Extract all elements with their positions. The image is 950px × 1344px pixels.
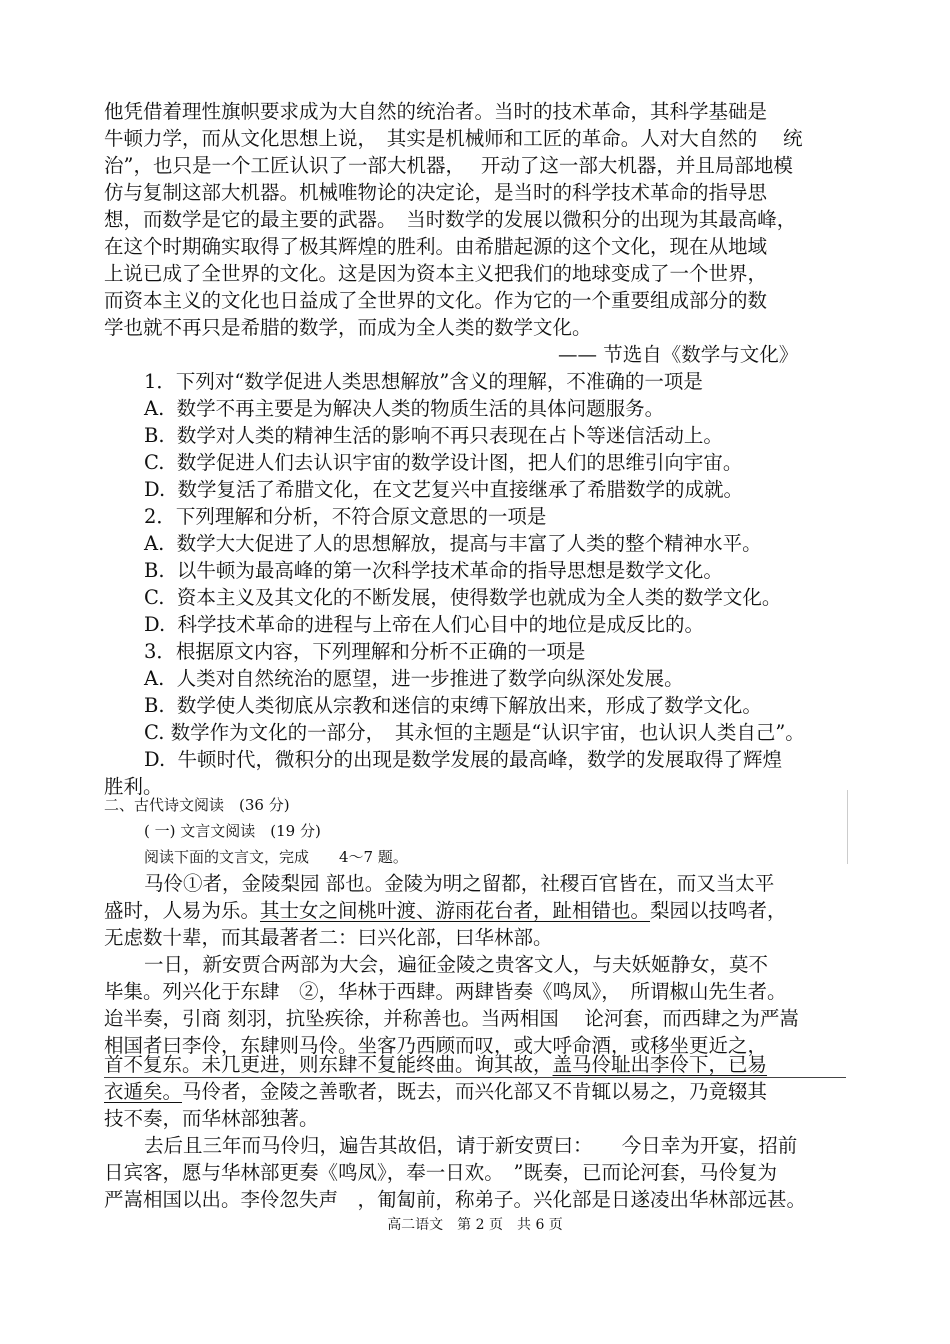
underlined-sentence: 盖马伶耻出李伶下，已易	[552, 1053, 768, 1076]
passage-line: 严嵩相国以出。李伶忽失声 ，匍匐前，称弟子。兴化部是日遂凌出华林部远甚。	[104, 1188, 807, 1211]
passage-line: 毕集。列兴化于东肆 ②，华林于西肆。两肆皆奏《鸣凤》， 所谓椒山先生者。	[104, 980, 787, 1003]
option-d-continued: 胜利。	[104, 775, 163, 798]
passage-line: 一日，新安贾合两部为大会，遍征金陵之贵客文人，与夫妖姬静女，莫不	[144, 953, 769, 976]
text-run: 梨园以技鸣者，	[650, 899, 787, 922]
passage-line: 学也就不再只是希腊的数学，而成为全人类的数学文化。	[104, 316, 592, 339]
underlined-sentence: 其士女之间桃叶渡、游雨花台者，趾相错也。	[260, 899, 651, 922]
passage-line: 在这个时期确实取得了极其辉煌的胜利。由希腊起源的这个文化，现在从地域	[104, 235, 768, 258]
passage-line: 日宾客，愿与华林部更奏《鸣凤》，奉一日欢。 ”既奏，已而论河套，马伶复为	[104, 1161, 777, 1184]
page-footer: 高二语文 第 2 页 共 6 页	[387, 1217, 563, 1233]
passage-line: 去后且三年而马伶归，遍告其故侣，请于新安贾曰： 今日幸为开宴，招前	[144, 1134, 798, 1157]
source-citation: —— 节选自《数学与文化》	[558, 343, 799, 366]
passage-line: 无虑数十辈，而其最著者二：曰兴化部，曰华林部。	[104, 926, 553, 949]
passage-line: 牛顿力学，而从文化思想上说， 其实是机械师和工匠的革命。人对大自然的 统	[104, 127, 803, 150]
section-title: 二、古代诗文阅读 (36 分)	[104, 796, 290, 814]
option-d: D. 科学技术革命的进程与上帝在人们心目中的地位是成反比的。	[144, 613, 705, 636]
passage-line	[104, 1052, 767, 1078]
text-run: 首不复东。未几更进，则东肆不复能终曲。询其故，	[104, 1053, 553, 1076]
option-c: C. 数学促进人们去认识宇宙的数学设计图，把人们的思维引向宇宙。	[144, 451, 743, 474]
passage-line: 治”，也只是一个工匠认识了一部大机器， 开动了这一部大机器，并且局部地模	[104, 154, 793, 177]
passage-line: 技不奏，而华林部独著。	[104, 1107, 319, 1130]
passage-line: 上说已成了全世界的文化。这是因为资本主义把我们的地球变成了一个世界，	[104, 262, 768, 285]
option-c: C. 资本主义及其文化的不断发展，使得数学也就成为全人类的数学文化。	[144, 586, 782, 609]
underlined-sentence: 衣遁矣。	[104, 1080, 183, 1103]
option-d: D. 牛顿时代，微积分的出现是数学发展的最高峰，数学的发展取得了辉煌	[144, 748, 783, 771]
passage-line: 想，而数学是它的最主要的武器。 当时数学的发展以微积分的出现为其最高峰，	[104, 208, 797, 231]
option-a: A. 人类对自然统治的愿望，进一步推进了数学向纵深处发展。	[144, 667, 684, 690]
passage-line: 相国者曰李伶，东肆则马伶。坐客乃西顾而叹，或大呼命酒，或移坐更近之，	[104, 1034, 768, 1057]
instructions: 阅读下面的文言文，完成 4～7 题。	[144, 848, 408, 866]
passage-line: 迨半奏，引商 刻羽，抗坠疾徐，并称善也。当两相国 论河套，而西肆之为严嵩	[104, 1007, 799, 1030]
option-d: D. 数学复活了希腊文化，在文艺复兴中直接继承了希腊数学的成就。	[144, 478, 744, 501]
question-stem: 3．根据原文内容，下列理解和分析不正确的一项是	[144, 640, 586, 663]
text-run: 盛时，人易为乐。	[104, 899, 261, 922]
passage-line: 仿与复制这部大机器。机械唯物论的决定论，是当时的科学技术革命的指导思	[104, 181, 768, 204]
option-b: B. 以牛顿为最高峰的第一次科学技术革命的指导思想是数学文化。	[144, 559, 723, 582]
passage-line: 而资本主义的文化也日益成了全世界的文化。作为它的一个重要组成部分的数	[104, 289, 768, 312]
passage-line: 他凭借着理性旗帜要求成为大自然的统治者。当时的技术革命，其科学基础是	[104, 100, 768, 123]
option-a: A. 数学大大促进了人的思想解放，提高与丰富了人类的整个精神水平。	[144, 532, 762, 555]
option-c: C. 数学作为文化的一部分， 其永恒的主题是“认识宇宙，也认识人类自己”。	[144, 721, 805, 744]
subsection-title: ( 一) 文言文阅读 (19 分)	[144, 822, 321, 840]
passage-line	[104, 1079, 767, 1105]
section-divider	[847, 790, 848, 864]
question-stem: 2．下列理解和分析，不符合原文意思的一项是	[144, 505, 547, 528]
option-a: A. 数学不再主要是为解决人类的物质生活的具体问题服务。	[144, 397, 665, 420]
passage-line	[104, 898, 787, 924]
question-stem: 1．下列对“数学促进人类思想解放”含义的理解，不准确的一项是	[144, 370, 703, 393]
passage-line: 马伶①者，金陵梨园 部也。金陵为明之留都，社稷百官皆在，而又当太平	[144, 872, 775, 895]
option-b: B. 数学对人类的精神生活的影响不再只表现在占卜等迷信活动上。	[144, 424, 723, 447]
underline-rule	[104, 1077, 846, 1078]
text-run: 马伶者，金陵之善歌者，既去，而兴化部又不肯辄以易之，乃竟辍其	[182, 1080, 768, 1103]
option-b: B. 数学使人类彻底从宗教和迷信的束缚下解放出来，形成了数学文化。	[144, 694, 762, 717]
